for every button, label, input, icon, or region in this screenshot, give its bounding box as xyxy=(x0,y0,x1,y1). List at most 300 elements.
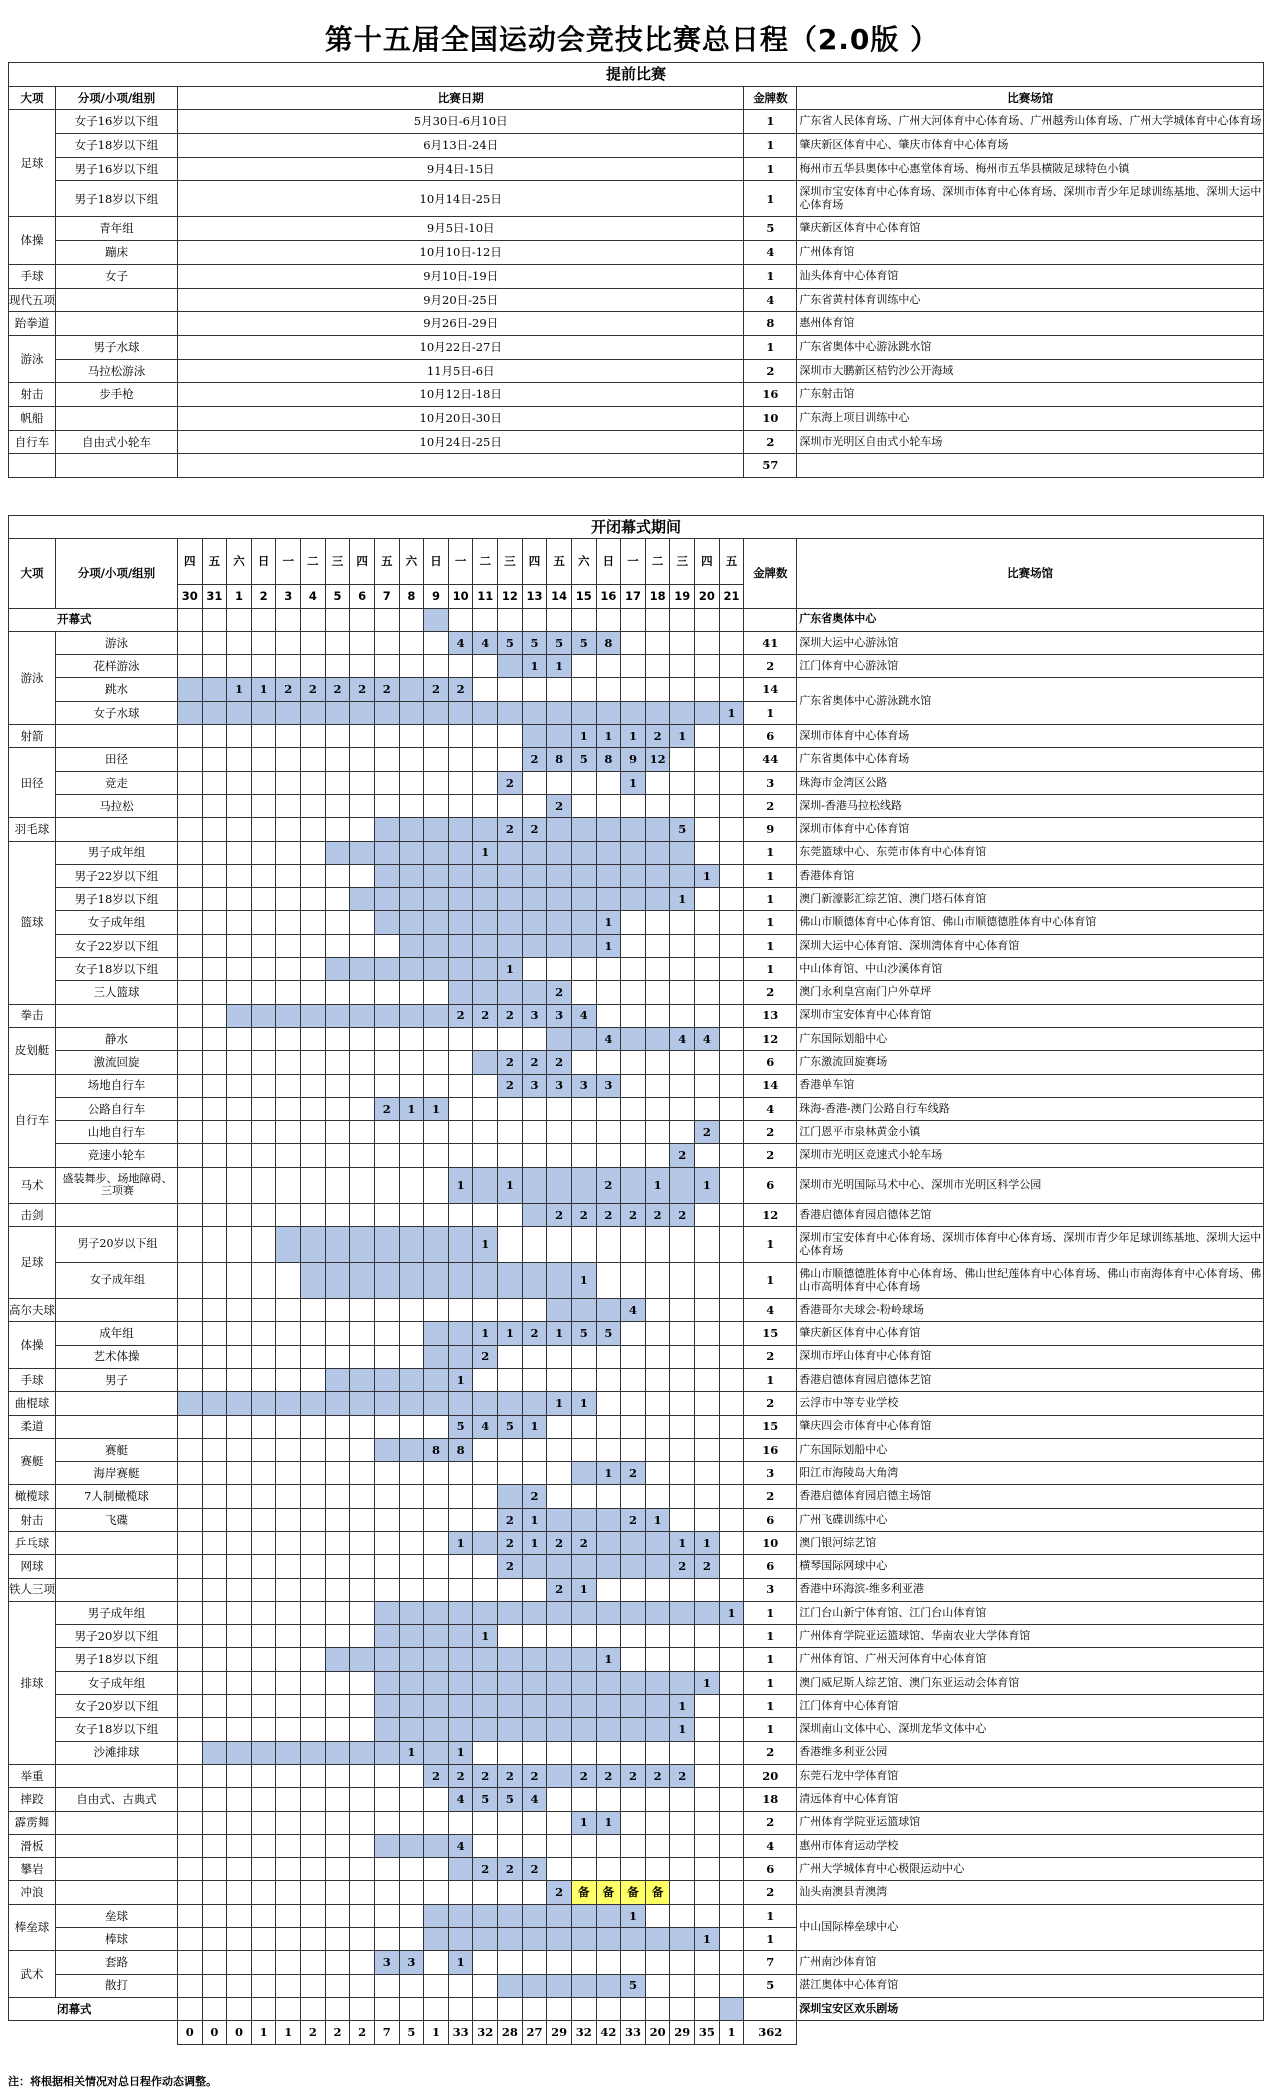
day-cell xyxy=(498,1263,523,1299)
day-cell xyxy=(498,1601,523,1624)
day-cell xyxy=(498,981,523,1004)
day-cell xyxy=(325,1263,350,1299)
medals-cell: 3 xyxy=(744,771,797,794)
day-cell xyxy=(719,608,744,631)
day-cell xyxy=(522,981,547,1004)
day-cell xyxy=(276,655,301,678)
day-cell xyxy=(325,911,350,934)
venue-cell: 江门台山新宁体育馆、江门台山体育馆 xyxy=(797,1601,1264,1624)
day-cell xyxy=(301,1648,326,1671)
day-cell xyxy=(670,958,695,981)
day-cell xyxy=(448,771,473,794)
day-cell xyxy=(177,1167,202,1203)
day-cell xyxy=(399,608,424,631)
sub-cell: 垒球 xyxy=(56,1904,178,1927)
early-venue-cell: 广东射击馆 xyxy=(797,383,1264,407)
day-cell xyxy=(719,1648,744,1671)
day-cell xyxy=(301,1881,326,1904)
day-cell xyxy=(424,841,449,864)
day-cell xyxy=(374,725,399,748)
day-cell xyxy=(350,1462,375,1485)
sport-cell: 橄榄球 xyxy=(9,1485,56,1508)
day-cell xyxy=(670,794,695,817)
day-cell xyxy=(177,1203,202,1226)
day-cell xyxy=(645,771,670,794)
day-cell: 2 xyxy=(498,1074,523,1097)
day-cell xyxy=(202,1368,227,1391)
day-cell xyxy=(301,1392,326,1415)
day-cell xyxy=(621,608,646,631)
day-cell xyxy=(719,1097,744,1120)
day-cell xyxy=(473,934,498,957)
day-cell xyxy=(374,958,399,981)
day-cell xyxy=(301,1074,326,1097)
medals-cell: 2 xyxy=(744,981,797,1004)
day-cell xyxy=(301,911,326,934)
schedule-row xyxy=(9,1695,1264,1718)
early-row xyxy=(9,217,1264,241)
date-label: 20 xyxy=(695,585,720,608)
day-cell xyxy=(596,1578,621,1601)
day-cell xyxy=(719,1051,744,1074)
medals-cell: 10 xyxy=(744,1531,797,1554)
day-cell xyxy=(498,1695,523,1718)
day-cell xyxy=(202,701,227,724)
day-cell xyxy=(522,934,547,957)
medals-cell: 1 xyxy=(744,1671,797,1694)
day-cell xyxy=(251,1227,276,1263)
day-cell: 2 xyxy=(571,1531,596,1554)
day-cell xyxy=(621,1834,646,1857)
weekday-label: 二 xyxy=(473,539,498,585)
day-cell xyxy=(645,701,670,724)
day-cell xyxy=(251,1648,276,1671)
early-sport-cell: 游泳 xyxy=(9,335,56,382)
venue-cell: 广东国际划船中心 xyxy=(797,1027,1264,1050)
day-cell xyxy=(719,631,744,654)
day-cell xyxy=(399,1695,424,1718)
day-cell xyxy=(301,841,326,864)
day-cell: 5 xyxy=(670,818,695,841)
day-cell xyxy=(547,1904,572,1927)
early-medals-cell: 16 xyxy=(744,383,797,407)
day-cell xyxy=(301,1263,326,1299)
day-cell xyxy=(621,678,646,701)
schedule-row xyxy=(9,1299,1264,1322)
day-cell: 1 xyxy=(571,1578,596,1601)
day-cell xyxy=(227,934,252,957)
day-cell xyxy=(719,1858,744,1881)
day-cell xyxy=(202,1121,227,1144)
sub-cell xyxy=(56,1004,178,1027)
day-cell xyxy=(621,1951,646,1974)
day-cell xyxy=(325,1695,350,1718)
schedule-row xyxy=(9,1625,1264,1648)
day-cell xyxy=(350,1415,375,1438)
day-cell xyxy=(350,1928,375,1951)
early-venue-cell: 深圳市大鹏新区桔钓沙公开海域 xyxy=(797,359,1264,383)
day-cell xyxy=(645,1121,670,1144)
day-cell xyxy=(498,1834,523,1857)
day-cell xyxy=(276,1051,301,1074)
day-cell xyxy=(227,1097,252,1120)
day-cell xyxy=(670,1625,695,1648)
day-cell xyxy=(448,981,473,1004)
day-cell xyxy=(448,1601,473,1624)
day-cell xyxy=(276,1928,301,1951)
day-cell xyxy=(227,1625,252,1648)
schedule-row xyxy=(9,608,1264,631)
day-cell xyxy=(424,701,449,724)
sub-cell: 盛装舞步、场地障碍、三项赛 xyxy=(56,1167,178,1203)
day-cell xyxy=(325,818,350,841)
venue-cell: 深圳市光明区竞速式小轮车场 xyxy=(797,1144,1264,1167)
day-cell xyxy=(424,1004,449,1027)
day-cell xyxy=(498,841,523,864)
day-cell xyxy=(350,841,375,864)
schedule-row xyxy=(9,678,1264,701)
day-cell: 1 xyxy=(522,1508,547,1531)
day-cell: 1 xyxy=(498,1167,523,1203)
sport-cell: 篮球 xyxy=(9,841,56,1004)
day-cell: 8 xyxy=(596,748,621,771)
day-cell xyxy=(571,1368,596,1391)
medals-cell: 41 xyxy=(744,631,797,654)
early-row xyxy=(9,264,1264,288)
day-cell xyxy=(621,1051,646,1074)
day-cell: 1 xyxy=(571,1263,596,1299)
day-cell xyxy=(695,701,720,724)
day-cell: 2 xyxy=(547,1881,572,1904)
date-label: 18 xyxy=(645,585,670,608)
date-label: 13 xyxy=(522,585,547,608)
day-cell xyxy=(202,1322,227,1345)
day-cell xyxy=(719,1462,744,1485)
day-cell xyxy=(719,1928,744,1951)
day-cell xyxy=(251,1415,276,1438)
day-cell xyxy=(325,1858,350,1881)
day-cell xyxy=(498,1811,523,1834)
day-cell xyxy=(177,1097,202,1120)
schedule-row xyxy=(9,864,1264,887)
day-cell xyxy=(522,1438,547,1461)
day-cell xyxy=(202,1167,227,1203)
early-row xyxy=(9,454,1264,478)
day-cell xyxy=(301,1144,326,1167)
day-cell xyxy=(325,981,350,1004)
day-cell xyxy=(251,1997,276,2020)
day-cell xyxy=(645,678,670,701)
day-cell xyxy=(202,1531,227,1554)
venue-cell: 广州体育馆、广州天河体育中心体育馆 xyxy=(797,1648,1264,1671)
day-cell xyxy=(251,748,276,771)
day-cell xyxy=(571,655,596,678)
day-cell xyxy=(202,1074,227,1097)
day-cell: 4 xyxy=(571,1004,596,1027)
day-cell xyxy=(325,1097,350,1120)
day-cell xyxy=(276,1531,301,1554)
day-cell xyxy=(571,1097,596,1120)
day-cell xyxy=(202,1144,227,1167)
day-cell: 4 xyxy=(448,1834,473,1857)
day-cell xyxy=(350,864,375,887)
day-cell xyxy=(177,1695,202,1718)
day-cell xyxy=(473,771,498,794)
day-cell xyxy=(227,818,252,841)
early-sub-cell xyxy=(56,406,178,430)
day-cell xyxy=(227,1881,252,1904)
day-cell xyxy=(350,1718,375,1741)
early-date-cell: 11月5日-6日 xyxy=(177,359,744,383)
day-cell xyxy=(177,1345,202,1368)
day-cell xyxy=(448,888,473,911)
day-cell xyxy=(498,1997,523,2020)
schedule-row xyxy=(9,841,1264,864)
day-cell xyxy=(571,1974,596,1997)
day-cell xyxy=(670,1578,695,1601)
schedule-row xyxy=(9,1392,1264,1415)
day-cell xyxy=(276,1322,301,1345)
day-cell xyxy=(399,1368,424,1391)
sport-cell: 高尔夫球 xyxy=(9,1299,56,1322)
day-cell: 2 xyxy=(448,1004,473,1027)
day-cell: 2 xyxy=(276,678,301,701)
day-cell: 8 xyxy=(448,1438,473,1461)
day-cell xyxy=(645,934,670,957)
day-cell xyxy=(301,1951,326,1974)
day-cell xyxy=(276,1788,301,1811)
day-cell xyxy=(621,888,646,911)
date-label: 19 xyxy=(670,585,695,608)
day-cell xyxy=(251,818,276,841)
day-cell xyxy=(645,981,670,1004)
day-cell xyxy=(350,1695,375,1718)
day-cell xyxy=(645,1074,670,1097)
day-cell: 1 xyxy=(670,725,695,748)
day-cell xyxy=(522,958,547,981)
day-cell xyxy=(645,841,670,864)
day-cell xyxy=(719,1904,744,1927)
day-cell xyxy=(325,1322,350,1345)
day-cell xyxy=(448,1508,473,1531)
schedule-row xyxy=(9,1904,1264,1927)
sport-cell: 赛艇 xyxy=(9,1438,56,1485)
day-cell xyxy=(251,981,276,1004)
schedule-row xyxy=(9,1974,1264,1997)
early-sport-cell: 足球 xyxy=(9,110,56,217)
day-cell xyxy=(177,1578,202,1601)
early-row xyxy=(9,335,1264,359)
day-cell xyxy=(695,1811,720,1834)
day-cell xyxy=(448,1974,473,1997)
day-cell xyxy=(547,1555,572,1578)
day-cell xyxy=(202,1203,227,1226)
day-cell xyxy=(399,958,424,981)
day-cell xyxy=(374,1974,399,1997)
day-cell xyxy=(621,1601,646,1624)
day-cell xyxy=(202,1004,227,1027)
early-row xyxy=(9,288,1264,312)
day-cell: 2 xyxy=(498,771,523,794)
day-cell xyxy=(448,1322,473,1345)
day-cell xyxy=(177,1764,202,1787)
day-cell xyxy=(350,794,375,817)
day-cell xyxy=(202,1788,227,1811)
day-cell xyxy=(177,1051,202,1074)
early-medals-cell: 5 xyxy=(744,217,797,241)
day-cell xyxy=(645,1438,670,1461)
day-cell xyxy=(547,1974,572,1997)
day-cell xyxy=(645,1834,670,1857)
day-cell xyxy=(301,701,326,724)
day-cell xyxy=(695,1858,720,1881)
day-cell xyxy=(695,958,720,981)
day-cell xyxy=(301,1555,326,1578)
day-cell: 2 xyxy=(350,678,375,701)
day-cell xyxy=(177,1485,202,1508)
sub-cell: 公路自行车 xyxy=(56,1097,178,1120)
day-cell xyxy=(621,1578,646,1601)
day-cell: 1 xyxy=(719,1601,744,1624)
day-cell xyxy=(202,1858,227,1881)
day-cell xyxy=(325,1741,350,1764)
day-cell xyxy=(276,958,301,981)
weekday-label: 一 xyxy=(448,539,473,585)
day-cell xyxy=(596,1997,621,2020)
day-cell: 2 xyxy=(547,1051,572,1074)
day-cell xyxy=(522,794,547,817)
day-cell xyxy=(645,1741,670,1764)
day-cell xyxy=(670,631,695,654)
day-cell xyxy=(695,608,720,631)
day-cell xyxy=(670,1951,695,1974)
day-cell xyxy=(350,1531,375,1554)
day-cell: 1 xyxy=(670,888,695,911)
early-sport-cell: 跆拳道 xyxy=(9,312,56,336)
day-cell xyxy=(448,1345,473,1368)
day-cell xyxy=(177,1462,202,1485)
day-total: 28 xyxy=(498,2021,523,2044)
day-cell xyxy=(399,1625,424,1648)
day-cell xyxy=(276,1671,301,1694)
day-cell xyxy=(399,725,424,748)
day-cell: 2 xyxy=(473,1764,498,1787)
schedule-row xyxy=(9,1951,1264,1974)
day-cell: 1 xyxy=(596,1811,621,1834)
day-cell: 备 xyxy=(621,1881,646,1904)
day-cell xyxy=(374,888,399,911)
day-cell xyxy=(547,1167,572,1203)
early-venue-cell: 广东省黄村体育训练中心 xyxy=(797,288,1264,312)
early-row xyxy=(9,383,1264,407)
day-cell xyxy=(325,1648,350,1671)
day-cell xyxy=(301,1485,326,1508)
day-cell xyxy=(202,1392,227,1415)
day-cell xyxy=(695,1144,720,1167)
day-cell xyxy=(670,1051,695,1074)
day-cell: 2 xyxy=(571,1764,596,1787)
day-cell xyxy=(276,1121,301,1144)
day-cell xyxy=(596,1368,621,1391)
day-cell: 1 xyxy=(547,1322,572,1345)
day-cell xyxy=(276,1555,301,1578)
venue-cell: 佛山市顺德体育中心体育馆、佛山市顺德德胜体育中心体育馆 xyxy=(797,911,1264,934)
early-sub-cell: 女子16岁以下组 xyxy=(56,110,178,134)
day-total: 7 xyxy=(374,2021,399,2044)
day-cell: 2 xyxy=(498,1555,523,1578)
day-cell xyxy=(695,1625,720,1648)
day-cell xyxy=(251,911,276,934)
medals-cell: 3 xyxy=(744,1578,797,1601)
day-cell xyxy=(547,1121,572,1144)
day-cell xyxy=(227,1392,252,1415)
sub-cell: 男子成年组 xyxy=(56,1601,178,1624)
day-cell xyxy=(719,655,744,678)
day-cell: 2 xyxy=(645,1203,670,1226)
day-cell xyxy=(670,1648,695,1671)
day-cell xyxy=(374,1345,399,1368)
day-cell: 1 xyxy=(227,678,252,701)
sport-cell: 马术 xyxy=(9,1167,56,1203)
day-cell xyxy=(374,911,399,934)
day-cell xyxy=(596,818,621,841)
medals-cell: 1 xyxy=(744,864,797,887)
day-cell xyxy=(177,1299,202,1322)
medals-cell: 9 xyxy=(744,818,797,841)
day-cell xyxy=(325,725,350,748)
day-cell xyxy=(177,1392,202,1415)
day-cell xyxy=(621,1322,646,1345)
day-cell xyxy=(177,748,202,771)
day-cell xyxy=(719,1531,744,1554)
day-cell xyxy=(424,1601,449,1624)
day-cell xyxy=(325,748,350,771)
day-cell xyxy=(350,1741,375,1764)
day-cell xyxy=(399,1345,424,1368)
day-cell xyxy=(276,748,301,771)
day-cell xyxy=(596,888,621,911)
day-cell xyxy=(350,608,375,631)
day-cell xyxy=(547,841,572,864)
day-cell xyxy=(448,1027,473,1050)
schedule-row xyxy=(9,1811,1264,1834)
day-cell xyxy=(399,1438,424,1461)
day-cell xyxy=(498,655,523,678)
day-cell: 2 xyxy=(670,1764,695,1787)
day-cell xyxy=(177,1004,202,1027)
day-cell xyxy=(473,958,498,981)
day-cell xyxy=(670,1462,695,1485)
day-cell xyxy=(301,1121,326,1144)
day-cell xyxy=(498,1625,523,1648)
day-cell xyxy=(177,1718,202,1741)
day-cell xyxy=(325,794,350,817)
day-cell xyxy=(350,1299,375,1322)
day-cell xyxy=(301,748,326,771)
day-cell xyxy=(695,888,720,911)
early-medals-cell: 2 xyxy=(744,359,797,383)
day-cell xyxy=(227,864,252,887)
day-cell xyxy=(350,1392,375,1415)
schedule-row xyxy=(9,1997,1264,2020)
sub-cell xyxy=(56,1858,178,1881)
sub-cell: 女子成年组 xyxy=(56,1263,178,1299)
day-cell xyxy=(473,1299,498,1322)
sub-cell: 三人篮球 xyxy=(56,981,178,1004)
sport-cell: 拳击 xyxy=(9,1004,56,1027)
venue-cell: 江门体育中心体育馆 xyxy=(797,1695,1264,1718)
day-cell xyxy=(177,1227,202,1263)
